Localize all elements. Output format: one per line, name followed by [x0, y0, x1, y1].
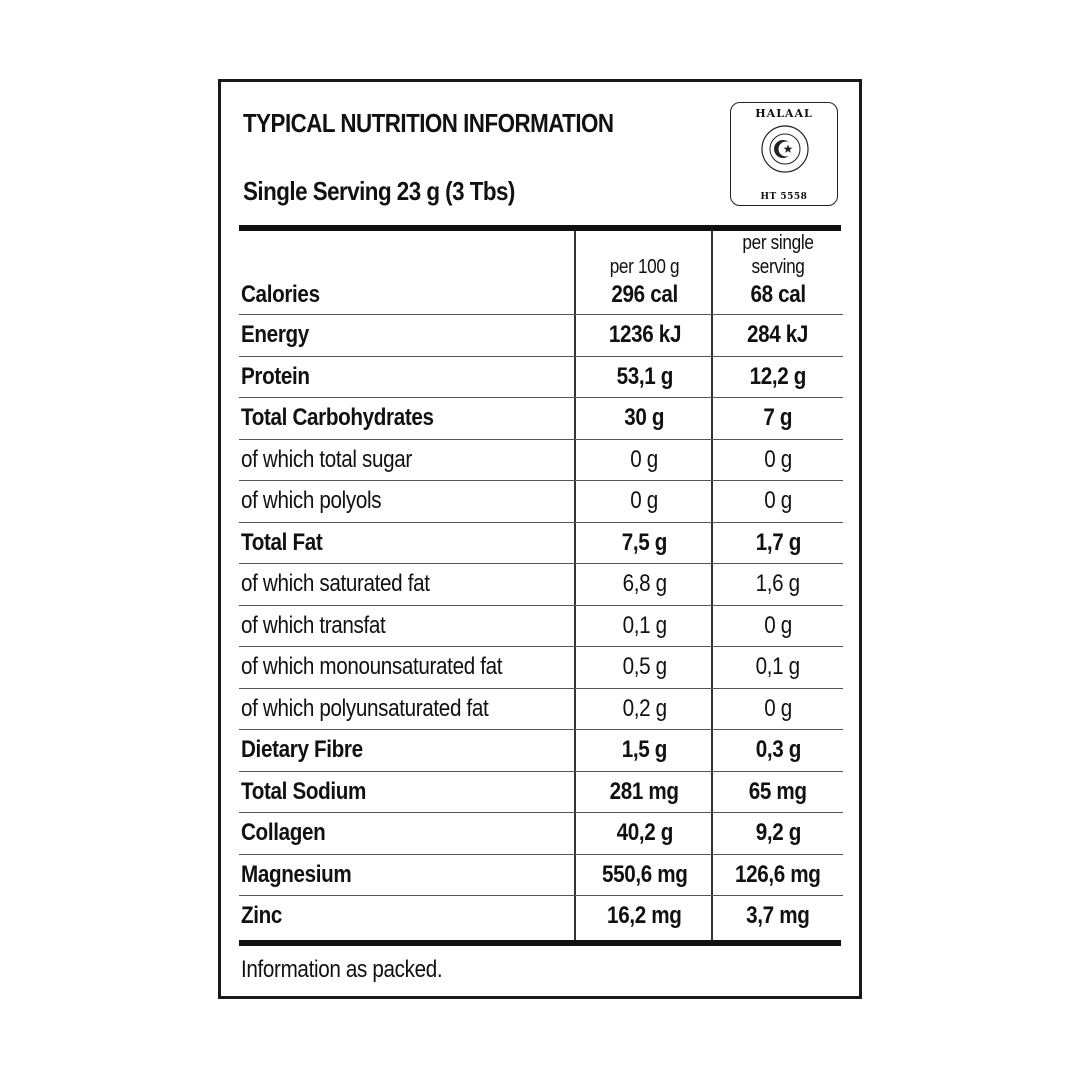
- table-row: [239, 688, 843, 730]
- table-row: [239, 522, 843, 564]
- nutrition-panel: [218, 79, 862, 999]
- table-row: [239, 647, 843, 689]
- row-label: of which total sugar: [241, 445, 412, 473]
- row-label: of which monounsaturated fat: [241, 653, 503, 681]
- row-value-serving: 12,2 g: [749, 362, 807, 390]
- row-label: Collagen: [241, 819, 326, 847]
- row-label: of which polyunsaturated fat: [241, 694, 489, 722]
- row-value-serving: 284 kJ: [747, 321, 809, 349]
- column-header-per100: per 100 g: [609, 256, 680, 278]
- serving-size: Single Serving 23 g (3 Tbs): [243, 176, 515, 206]
- halaal-certification-logo: [730, 102, 838, 206]
- row-value-per100: 1236 kJ: [608, 321, 681, 349]
- table-bottom-rule: [239, 940, 841, 946]
- row-value-serving: 9,2 g: [755, 819, 801, 847]
- table-row: [239, 854, 843, 896]
- table-row: [239, 605, 843, 647]
- row-value-per100: 0,2 g: [622, 694, 667, 722]
- row-value-serving: 0,3 g: [755, 736, 801, 764]
- row-value-per100: 6,8 g: [622, 570, 667, 598]
- row-label: of which transfat: [241, 611, 386, 639]
- row-label: Dietary Fibre: [241, 736, 363, 764]
- row-value-per100: 281 mg: [609, 777, 680, 805]
- row-value-serving: 1,6 g: [755, 570, 801, 598]
- row-value-serving: 126,6 mg: [735, 860, 821, 888]
- row-label: Zinc: [241, 902, 283, 930]
- row-value-per100: 40,2 g: [616, 819, 673, 847]
- table-row: [239, 813, 843, 855]
- row-label: of which polyols: [241, 487, 382, 515]
- halaal-logo-code: HT 5558: [760, 192, 808, 202]
- table-row: [239, 356, 843, 398]
- row-value-serving: 0 g: [764, 487, 792, 515]
- row-label: Energy: [241, 321, 309, 349]
- row-value-serving: 0 g: [764, 694, 792, 722]
- panel-title: TYPICAL NUTRITION INFORMATION: [243, 108, 614, 138]
- row-label: of which saturated fat: [241, 570, 430, 598]
- row-value-per100: 550,6 mg: [601, 860, 688, 888]
- row-value-serving: 0 g: [764, 445, 792, 473]
- table-row: [239, 896, 843, 937]
- table-row: [239, 439, 843, 481]
- row-value-per100: 0 g: [630, 487, 659, 515]
- table-row: [239, 398, 843, 440]
- row-label: Magnesium: [241, 860, 352, 888]
- table-row: [239, 481, 843, 523]
- row-label: Protein: [241, 362, 310, 390]
- row-value-serving: 68 cal: [750, 281, 806, 308]
- row-value-serving: 0 g: [764, 611, 792, 639]
- row-label: Total Sodium: [241, 777, 367, 805]
- footer-note: Information as packed.: [241, 956, 443, 983]
- row-value-per100: 296 cal: [611, 281, 678, 308]
- row-label: Total Fat: [241, 528, 323, 556]
- table-row: [239, 315, 843, 357]
- row-label: Calories: [241, 281, 320, 308]
- halaal-logo-title: HALAAL: [755, 107, 813, 120]
- row-value-per100: 7,5 g: [621, 528, 668, 556]
- calories-row: [239, 231, 843, 315]
- column-header-serving: per single serving: [742, 232, 814, 278]
- table-row: [239, 771, 843, 813]
- crescent-star-icon: [760, 124, 810, 174]
- row-value-per100: 0,1 g: [622, 611, 667, 639]
- row-value-serving: 7 g: [763, 404, 793, 432]
- nutrition-table: [239, 231, 843, 937]
- row-value-per100: 1,5 g: [621, 736, 668, 764]
- row-value-per100: 16,2 mg: [607, 902, 682, 930]
- row-value-per100: 0,5 g: [622, 653, 667, 681]
- row-value-per100: 30 g: [624, 404, 665, 432]
- row-value-per100: 53,1 g: [616, 362, 673, 390]
- row-value-serving: 1,7 g: [755, 528, 801, 556]
- table-row: [239, 730, 843, 772]
- row-label: Total Carbohydrates: [241, 404, 434, 432]
- row-value-serving: 3,7 mg: [746, 902, 810, 930]
- table-row: [239, 564, 843, 606]
- row-value-serving: 0,1 g: [755, 653, 801, 681]
- row-value-per100: 0 g: [630, 445, 659, 473]
- row-value-serving: 65 mg: [749, 777, 807, 805]
